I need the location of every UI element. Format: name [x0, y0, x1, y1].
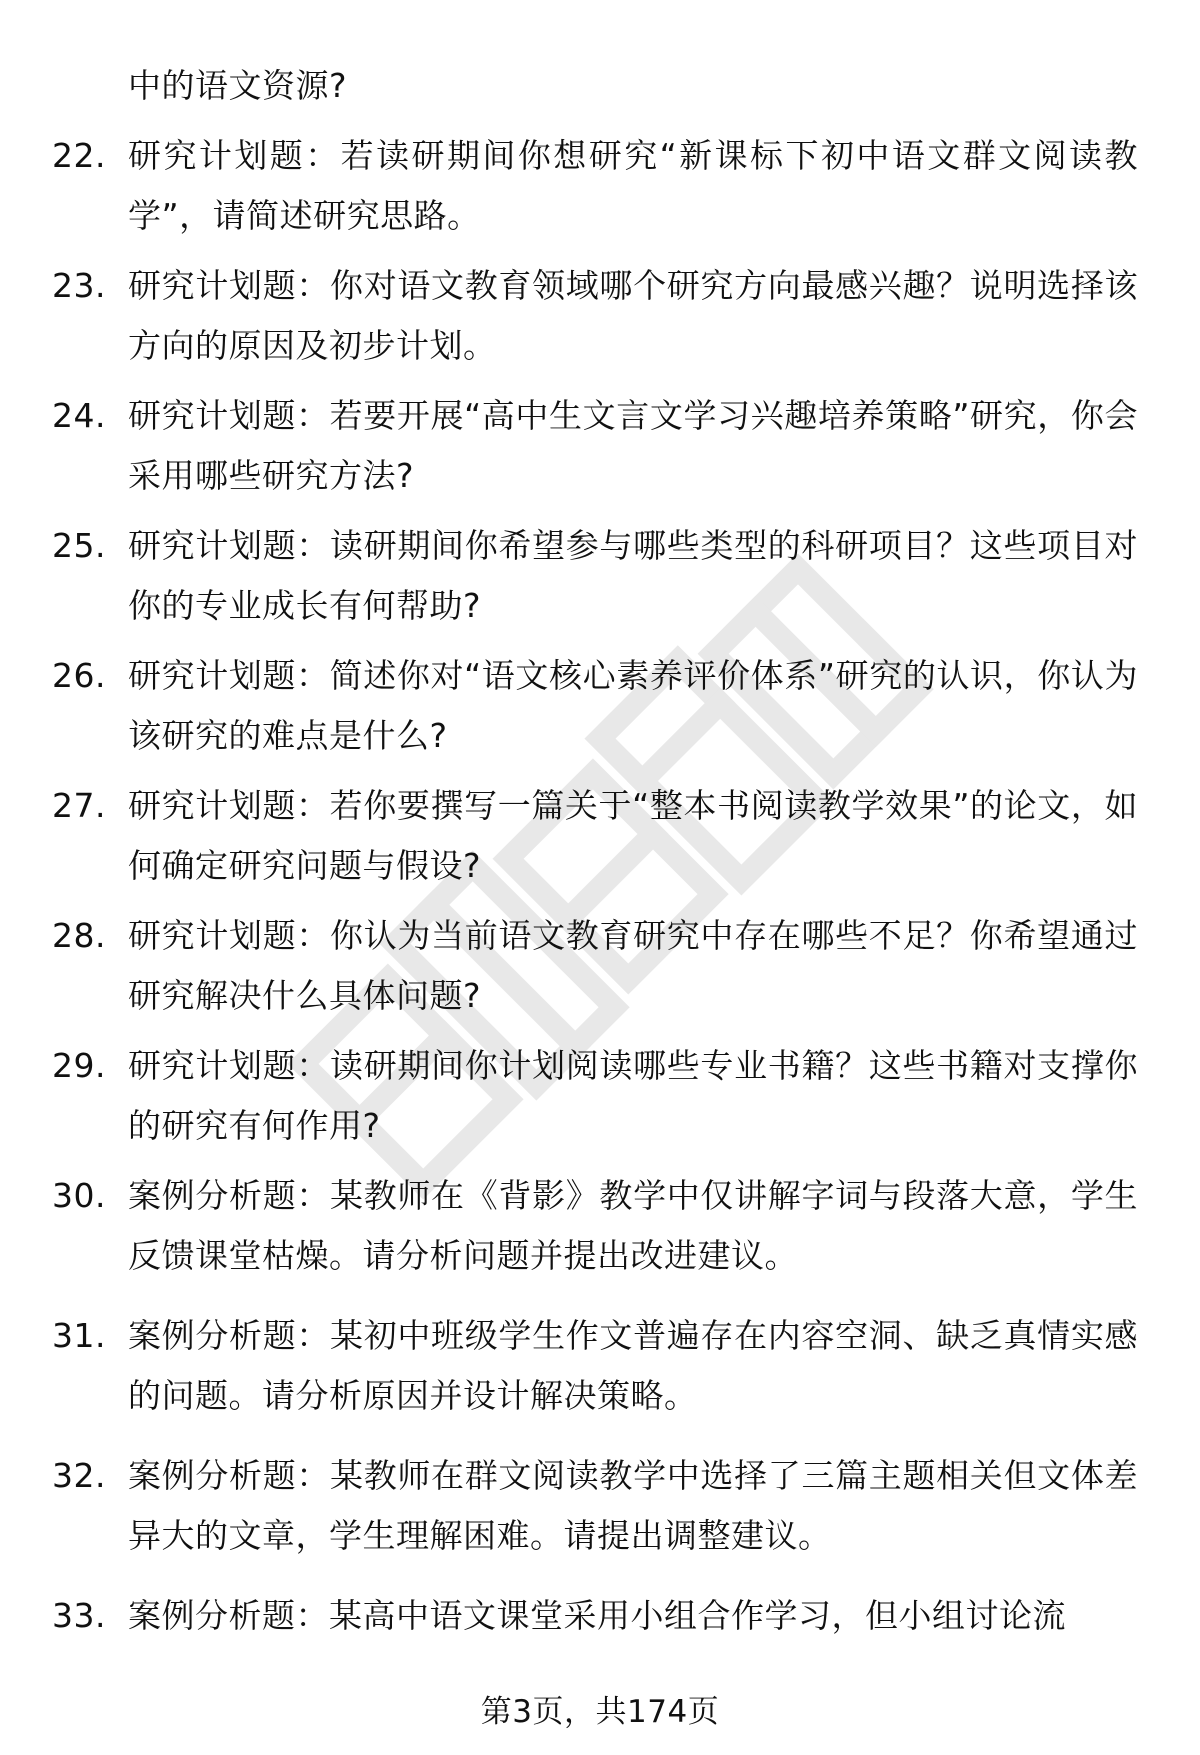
- page-footer: 第3页，共174页: [480, 1694, 720, 1730]
- question-number: 24.: [52, 396, 106, 435]
- question-number: 32.: [52, 1456, 106, 1495]
- question-number: 33.: [52, 1596, 106, 1635]
- question-number: 30.: [52, 1176, 106, 1215]
- question-number: 22.: [52, 136, 106, 175]
- question-text: 案例分析题：某教师在《背影》教学中仅讲解字词与段落大意，学生反馈课堂枯燥。请分析问题并提出改进建议。: [128, 1176, 1138, 1275]
- question-text: 案例分析题：某高中语文课堂采用小组合作学习，但小组讨论流: [128, 1596, 1066, 1635]
- question-text: 研究计划题：若要开展“高中生文言文学习兴趣培养策略”研究，你会采用哪些研究方法?: [128, 396, 1138, 495]
- question-text: 研究计划题：简述你对“语文核心素养评价体系”研究的认识，你认为该研究的难点是什么?: [128, 656, 1138, 755]
- question-number: 27.: [52, 786, 106, 825]
- question-text: 研究计划题：若读研期间你想研究“新课标下初中语文群文阅读教学”，请简述研究思路。: [128, 136, 1138, 235]
- question-text: 研究计划题：读研期间你希望参与哪些类型的科研项目？这些项目对你的专业成长有何帮助?: [128, 526, 1138, 625]
- question-text: 研究计划题：你认为当前语文教育研究中存在哪些不足？你希望通过研究解决什么具体问题?: [128, 916, 1138, 1015]
- question-number: 26.: [52, 656, 106, 695]
- question-number: 28.: [52, 916, 106, 955]
- question-number: 31.: [52, 1316, 106, 1355]
- question-number: 29.: [52, 1046, 106, 1085]
- question-text: 研究计划题：若你要撰写一篇关于“整本书阅读教学效果”的论文，如何确定研究问题与假设?: [128, 786, 1138, 885]
- question-text: 研究计划题：读研期间你计划阅读哪些专业书籍？这些书籍对支撑你的研究有何作用?: [128, 1046, 1138, 1145]
- question-number: 25.: [52, 526, 106, 565]
- question-text: 案例分析题：某教师在群文阅读教学中选择了三篇主题相关但文体差异大的文章，学生理解困难。请提出调整建议。: [128, 1456, 1138, 1555]
- question-text: 案例分析题：某初中班级学生作文普遍存在内容空洞、缺乏真情实感的问题。请分析原因并设计解决策略。: [128, 1316, 1138, 1415]
- continued-question-text: 中的语文资源?: [128, 66, 348, 105]
- question-number: 23.: [52, 266, 106, 305]
- question-text: 研究计划题：你对语文教育领域哪个研究方向最感兴趣？说明选择该方向的原因及初步计划。: [128, 266, 1138, 365]
